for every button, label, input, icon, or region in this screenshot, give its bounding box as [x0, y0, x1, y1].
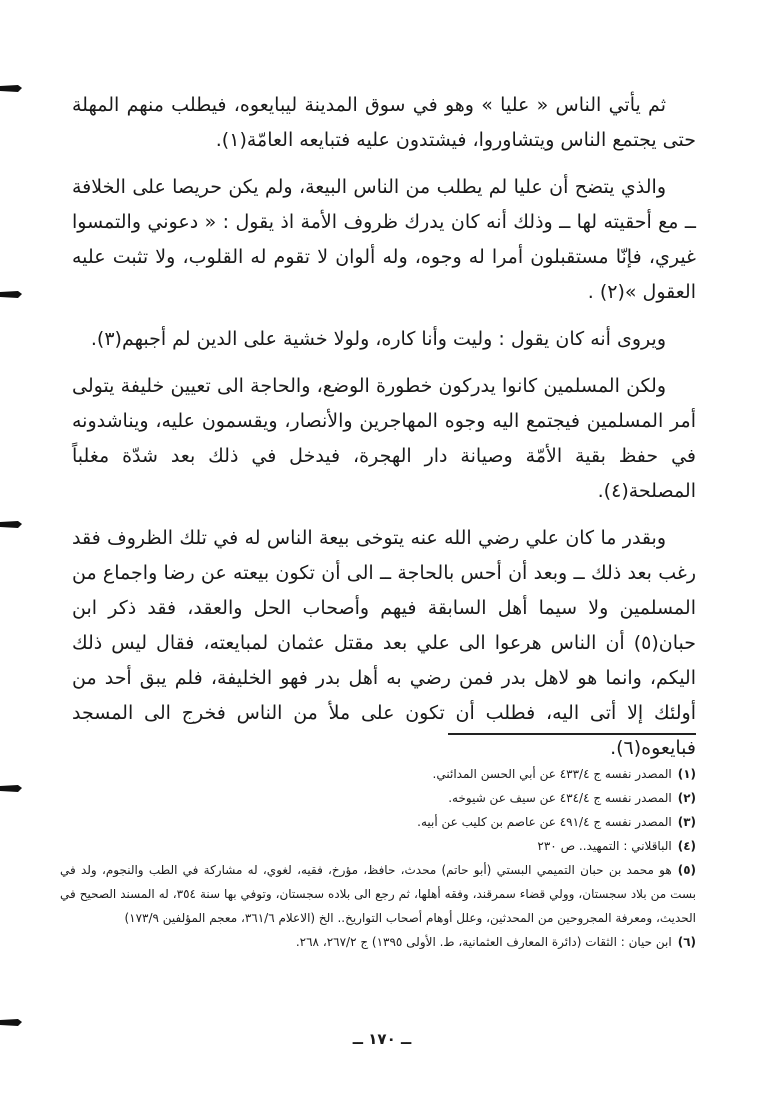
binding-mark: [0, 520, 22, 529]
footnote: [60, 810, 696, 834]
binding-mark: [0, 784, 22, 793]
paragraph: ولكن المسلمين كانوا يدركون خطورة الوضع، والحاجة الى تعيين خليفة يتولى أمر المسلمين فيجتمع اليه وجوه المهاجرين والأنصار، ويقسمون عليه، ويناشدونه في حفظ بقية الأمّة وصيانة دار الهجرة، فيدخل في ذلك بعد شدّة مغلباً المصلحة(٤).: [72, 375, 696, 502]
paragraph: ثم يأتي الناس « عليا » وهو في سوق المدينة ليبايعوه، فيطلب منهم المهلة حتى يجتمع الناس ويتشاوروا، فيشتدون عليه فتبايعه العامّة(١).: [72, 94, 696, 151]
paragraph: وبقدر ما كان علي رضي الله عنه يتوخى بيعة الناس له في تلك الظروف فقد رغب بعد ذلك ــ وبعد أن أحس بالحاجة ــ الى أن تكون بيعته عن رضا واجماع من المسلمين ولا سيما أهل السابقة فيهم وأصحاب الحل والعقد، فقد ذكر ابن حبان(٥) أن الناس هرعوا الى علي بعد مقتل عثمان لمبايعته، فقال ليس ذلك اليكم، وانما هو لاهل بدر فمن رضي به أهل بدر فهو الخليفة، فلم يبق أحد من أولئك إلا أتى اليه، فطلب أن تكون على ملأ من الناس فخرج الى المسجد فبايعوه(٦).: [72, 527, 696, 759]
footnote-text: المصدر نفسه ج ٤٩١/٤ عن عاصم بن كليب عن أبيه.: [417, 815, 672, 829]
footnote: [60, 762, 696, 786]
paragraph: ويروى أنه كان يقول : وليت وأنا كاره، ولولا خشية على الدين لم أجبهم(٣).: [90, 328, 666, 350]
binding-mark: [0, 290, 22, 299]
footnote-text: المصدر نفسه ج ٤٣٣/٤ عن أبي الحسن المدائني.: [432, 767, 672, 781]
main-text: [72, 88, 696, 778]
footnote-text: ابن حيان : الثقات (دائرة المعارف العثمانية، ط. الأولى ١٣٩٥) ج ٢٦٧/٢، ٢٦٨.: [295, 935, 672, 949]
binding-mark: [0, 84, 22, 93]
page-number: ــ ١٧٠ ــ: [352, 1030, 412, 1048]
footnote: [60, 834, 696, 858]
footnote-number: (٢): [677, 791, 696, 805]
footnote-text: الباقلاني : التمهيد.. ص ٢٣٠: [537, 839, 672, 853]
binding-mark: [0, 1018, 22, 1027]
footnote-text: هو محمد بن حبان التميمي البستي (أبو حاتم) محدث، حافظ، مؤرخ، فقيه، لغوي، له مشاركة في الطب والنجوم، ولد في بست من بلاد سجستان، وولي قضاء سمرقند، وفقه أهلها، ثم رجع الى بلاده سجستان، وتوفي بها سنة ٣٥٤، له المسند الصحيح في الحديث، ومعرفة المجروحين من المحدثين، وعلل أوهام أصحاب التواريخ.. الخ (الاعلام ٣٦١/٦، معجم المؤلفين ١٧٣/٩): [60, 863, 696, 925]
footnote-number: (٦): [677, 935, 696, 949]
footnotes: [60, 762, 696, 954]
footnote-separator: [448, 733, 696, 735]
footnote: [60, 786, 696, 810]
footnote-text: المصدر نفسه ج ٤٣٤/٤ عن سيف عن شيوخه.: [448, 791, 672, 805]
footnote-number: (٣): [677, 815, 696, 829]
paragraph: والذي يتضح أن عليا لم يطلب من الناس البيعة، ولم يكن حريصا على الخلافة ــ مع أحقيته لها ــ وذلك أنه كان يدرك ظروف الأمة اذ يقول : « دعوني والتمسوا غيري، فإنّا مستقبلون أمرا له وجوه، وله ألوان لا تقوم له القلوب، ولا تثبت عليه العقول »(٢) .: [72, 176, 696, 303]
footnote-number: (١): [677, 767, 696, 781]
footnote: [60, 858, 696, 930]
footnote-number: (٥): [677, 863, 696, 877]
footnote: [60, 930, 696, 954]
footnote-number: (٤): [677, 839, 696, 853]
